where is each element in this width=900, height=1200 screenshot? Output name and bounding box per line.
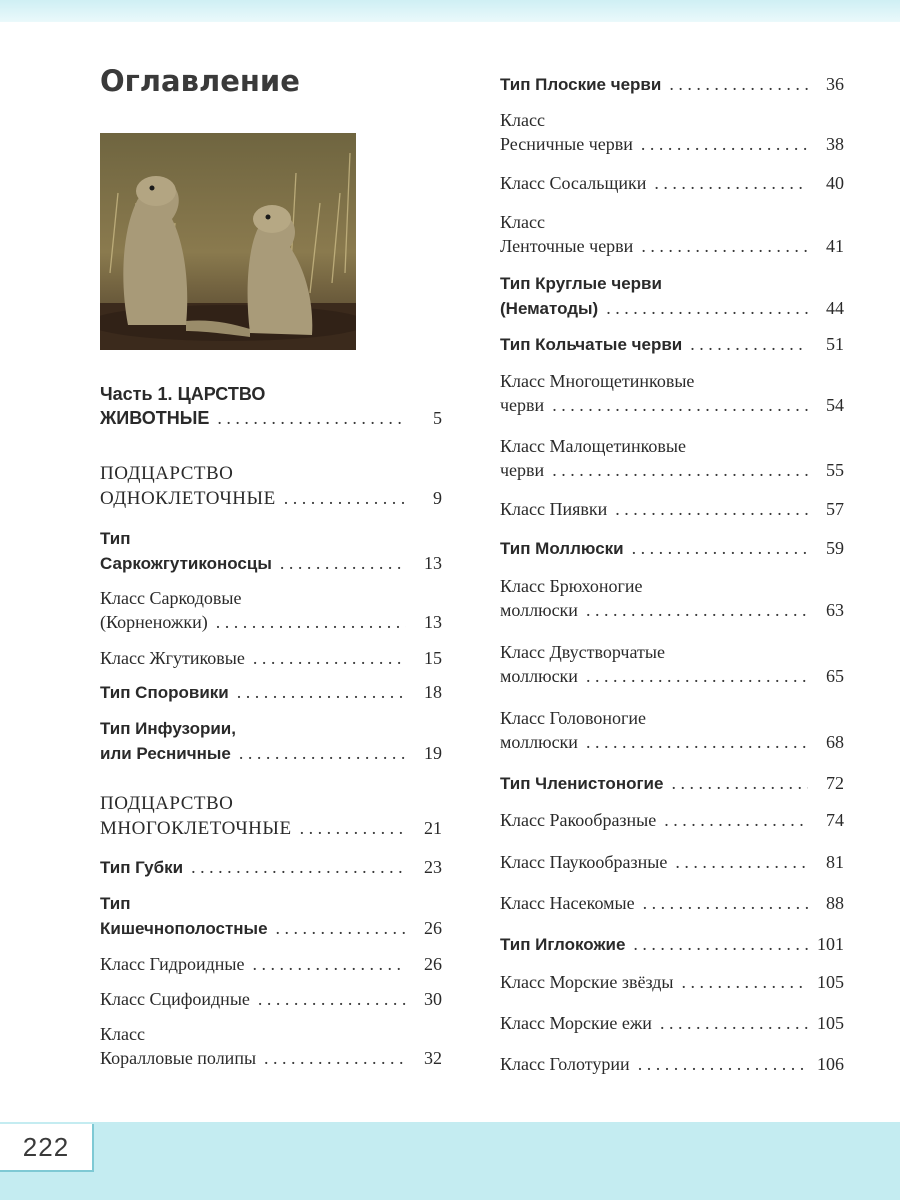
- toc-entry: [100, 987, 442, 1011]
- toc-entry-page: 9: [433, 488, 442, 508]
- dot-leader: [217, 406, 406, 430]
- toc-entry-title: моллюски: [500, 666, 578, 686]
- toc-entry-title: Класс Ракообразные: [500, 810, 657, 830]
- toc-entry-title: Класс Насекомые: [500, 893, 635, 913]
- dot-leader: [660, 1011, 808, 1035]
- toc-entry-page: 54: [826, 395, 844, 415]
- dot-leader: [284, 486, 406, 510]
- toc-entry-title: Саркожгутиконосцы: [100, 554, 272, 573]
- toc-entry: [100, 680, 442, 705]
- ground-squirrels-photo: [100, 133, 356, 350]
- toc-entry-title: Класс Морские звёзды: [500, 972, 674, 992]
- toc-entry: [500, 640, 844, 688]
- toc-entry-page: 51: [826, 334, 844, 354]
- toc-entry: [100, 586, 442, 634]
- toc-entry-title: Коралловые полипы: [100, 1048, 257, 1068]
- toc-entry-title: ПОДЦАРСТВО: [100, 463, 234, 484]
- dot-leader: [641, 132, 808, 156]
- toc-entry-title: Класс Двустворчатые: [500, 642, 665, 662]
- toc-entry: [500, 210, 844, 258]
- dot-leader: [586, 664, 808, 688]
- toc-entry-page: 59: [826, 538, 844, 558]
- toc-entry-title: Класс Голотурии: [500, 1054, 630, 1074]
- toc-entry: [500, 434, 844, 482]
- toc-entry-page: 26: [424, 954, 442, 974]
- dot-leader: [191, 855, 406, 879]
- toc-entry-title: моллюски: [500, 732, 578, 752]
- toc-entry-title: (Корненожки): [100, 612, 208, 632]
- toc-entry-title: Класс Многощетинковые: [500, 371, 695, 391]
- toc-entry: [500, 1011, 844, 1035]
- toc-entry-page: 81: [826, 852, 844, 872]
- toc-entry: [500, 536, 844, 561]
- toc-entry: [500, 332, 844, 357]
- dot-leader: [638, 1052, 808, 1076]
- dot-leader: [253, 646, 406, 670]
- dot-leader: [216, 610, 406, 634]
- toc-entry-title: Тип Иглокожие: [500, 935, 626, 954]
- toc-entry: [500, 369, 844, 417]
- toc-entry-page: 105: [817, 972, 844, 992]
- page-number: 222: [0, 1124, 94, 1172]
- toc-entry-title: Класс: [100, 1024, 145, 1044]
- toc-entry-title: Ресничные черви: [500, 134, 633, 154]
- toc-entry-title: (Нематоды): [500, 299, 599, 318]
- toc-entry-title: Класс Морские ежи: [500, 1013, 652, 1033]
- toc-entry-title: Класс Пиявки: [500, 499, 608, 519]
- toc-entry-title: черви: [500, 395, 545, 415]
- dot-leader: [552, 458, 808, 482]
- toc-entry: [500, 771, 844, 796]
- dot-leader: [300, 816, 406, 840]
- toc-entry: [100, 1022, 442, 1070]
- dot-leader: [654, 171, 808, 195]
- toc-entry-page: 74: [826, 810, 844, 830]
- dot-leader: [641, 234, 808, 258]
- toc-entry-page: 36: [826, 74, 844, 94]
- toc-entry: [100, 382, 442, 430]
- toc-entry-title: Кишечнополостные: [100, 919, 268, 938]
- dot-leader: [586, 730, 808, 754]
- dot-leader: [237, 680, 406, 704]
- bottom-color-band: [0, 1122, 900, 1200]
- toc-entry: [500, 72, 844, 97]
- toc-entry-page: 41: [826, 236, 844, 256]
- toc-entry: [100, 717, 442, 766]
- dot-leader: [239, 741, 406, 765]
- toc-entry-title: Класс Паукообразные: [500, 852, 668, 872]
- toc-entry: [500, 497, 844, 521]
- toc-entry-page: 40: [826, 173, 844, 193]
- toc-entry: [500, 970, 844, 994]
- toc-entry: [100, 855, 442, 880]
- dot-leader: [552, 393, 808, 417]
- toc-entry-page: 18: [424, 682, 442, 702]
- toc-entry-page: 23: [424, 857, 442, 877]
- toc-entry-title: МНОГОКЛЕТОЧНЫЕ: [100, 818, 292, 839]
- dot-leader: [615, 497, 808, 521]
- toc-entry: [100, 792, 442, 841]
- toc-entry-title: Ленточные черви: [500, 236, 634, 256]
- dot-leader: [276, 916, 406, 940]
- toc-entry-page: 57: [826, 499, 844, 519]
- toc-entry-page: 63: [826, 600, 844, 620]
- toc-entry: [500, 1052, 844, 1076]
- toc-entry: [100, 952, 442, 976]
- page-title: Оглавление: [100, 64, 300, 98]
- dot-leader: [664, 808, 808, 832]
- toc-entry-page: 106: [817, 1054, 844, 1074]
- toc-entry-page: 26: [424, 918, 442, 938]
- toc-entry-page: 38: [826, 134, 844, 154]
- dot-leader: [280, 551, 406, 575]
- toc-entry-page: 55: [826, 460, 844, 480]
- dot-leader: [633, 932, 808, 956]
- toc-entry-title: ЖИВОТНЫЕ: [100, 408, 210, 428]
- dot-leader: [671, 771, 808, 795]
- toc-entry: [100, 462, 442, 511]
- dot-leader: [264, 1046, 406, 1070]
- toc-entry: [500, 108, 844, 156]
- toc-entry-page: 5: [433, 408, 442, 428]
- toc-entry-page: 32: [424, 1048, 442, 1068]
- dot-leader: [682, 970, 808, 994]
- toc-entry-title: ПОДЦАРСТВО: [100, 793, 234, 814]
- toc-entry: [500, 891, 844, 915]
- toc-entry-page: 44: [826, 298, 844, 318]
- toc-entry-title: Класс: [500, 110, 545, 130]
- toc-entry-title: Тип Инфузории,: [100, 719, 236, 738]
- toc-entry: [500, 850, 844, 874]
- toc-entry: [500, 171, 844, 195]
- toc-entry-title: Тип: [100, 529, 131, 548]
- toc-entry-page: 68: [826, 732, 844, 752]
- toc-entry: [500, 574, 844, 622]
- toc-entry-page: 21: [424, 818, 442, 838]
- toc-entry-title: Класс: [500, 212, 545, 232]
- toc-entry-page: 88: [826, 893, 844, 913]
- toc-entry-page: 19: [424, 743, 442, 763]
- dot-leader: [643, 891, 808, 915]
- top-color-band: [0, 0, 900, 22]
- toc-entry-title: Тип Круглые черви: [500, 274, 662, 293]
- toc-entry-title: Тип Губки: [100, 858, 184, 877]
- toc-entry: [500, 808, 844, 832]
- toc-entry: [100, 892, 442, 941]
- toc-entry-title: Часть 1. ЦАРСТВО: [100, 384, 266, 404]
- toc-entry: [100, 527, 442, 576]
- dot-leader: [606, 296, 808, 320]
- toc-entry-title: Тип Споровики: [100, 683, 229, 702]
- dot-leader: [632, 536, 808, 560]
- toc-entry-title: Класс Саркодовые: [100, 588, 242, 608]
- toc-entry-title: Тип Членистоногие: [500, 774, 664, 793]
- dot-leader: [669, 72, 808, 96]
- toc-entry-page: 101: [817, 934, 844, 954]
- dot-leader: [586, 598, 808, 622]
- toc-entry: [500, 706, 844, 754]
- toc-entry-title: Класс Малощетинковые: [500, 436, 686, 456]
- toc-entry-page: 13: [424, 553, 442, 573]
- toc-entry-title: Тип Плоские черви: [500, 75, 662, 94]
- toc-entry-page: 15: [424, 648, 442, 668]
- dot-leader: [258, 987, 406, 1011]
- toc-entry-page: 13: [424, 612, 442, 632]
- toc-entry-title: Тип Кольчатые черви: [500, 335, 683, 354]
- toc-entry-title: черви: [500, 460, 545, 480]
- toc-entry-title: Класс Головоногие: [500, 708, 647, 728]
- toc-entry-title: Тип: [100, 894, 131, 913]
- toc-entry: [100, 646, 442, 670]
- toc-entry-title: ОДНОКЛЕТОЧНЫЕ: [100, 488, 276, 509]
- dot-leader: [690, 332, 808, 356]
- toc-entry-page: 65: [826, 666, 844, 686]
- toc-entry-title: Класс Сосальщики: [500, 173, 647, 193]
- toc-entry-title: Класс Брюхоногие: [500, 576, 643, 596]
- toc-entry-title: Класс Сцифоидные: [100, 989, 250, 1009]
- toc-entry: [500, 932, 844, 957]
- toc-entry-title: моллюски: [500, 600, 578, 620]
- toc-entry-title: Тип Моллюски: [500, 539, 624, 558]
- dot-leader: [675, 850, 808, 874]
- toc-entry-page: 105: [817, 1013, 844, 1033]
- toc-entry-page: 72: [826, 773, 844, 793]
- dot-leader: [252, 952, 406, 976]
- toc-entry-title: или Ресничные: [100, 744, 231, 763]
- toc-entry: [500, 272, 844, 321]
- toc-entry-title: Класс Жгутиковые: [100, 648, 245, 668]
- toc-entry-page: 30: [424, 989, 442, 1009]
- toc-entry-title: Класс Гидроидные: [100, 954, 245, 974]
